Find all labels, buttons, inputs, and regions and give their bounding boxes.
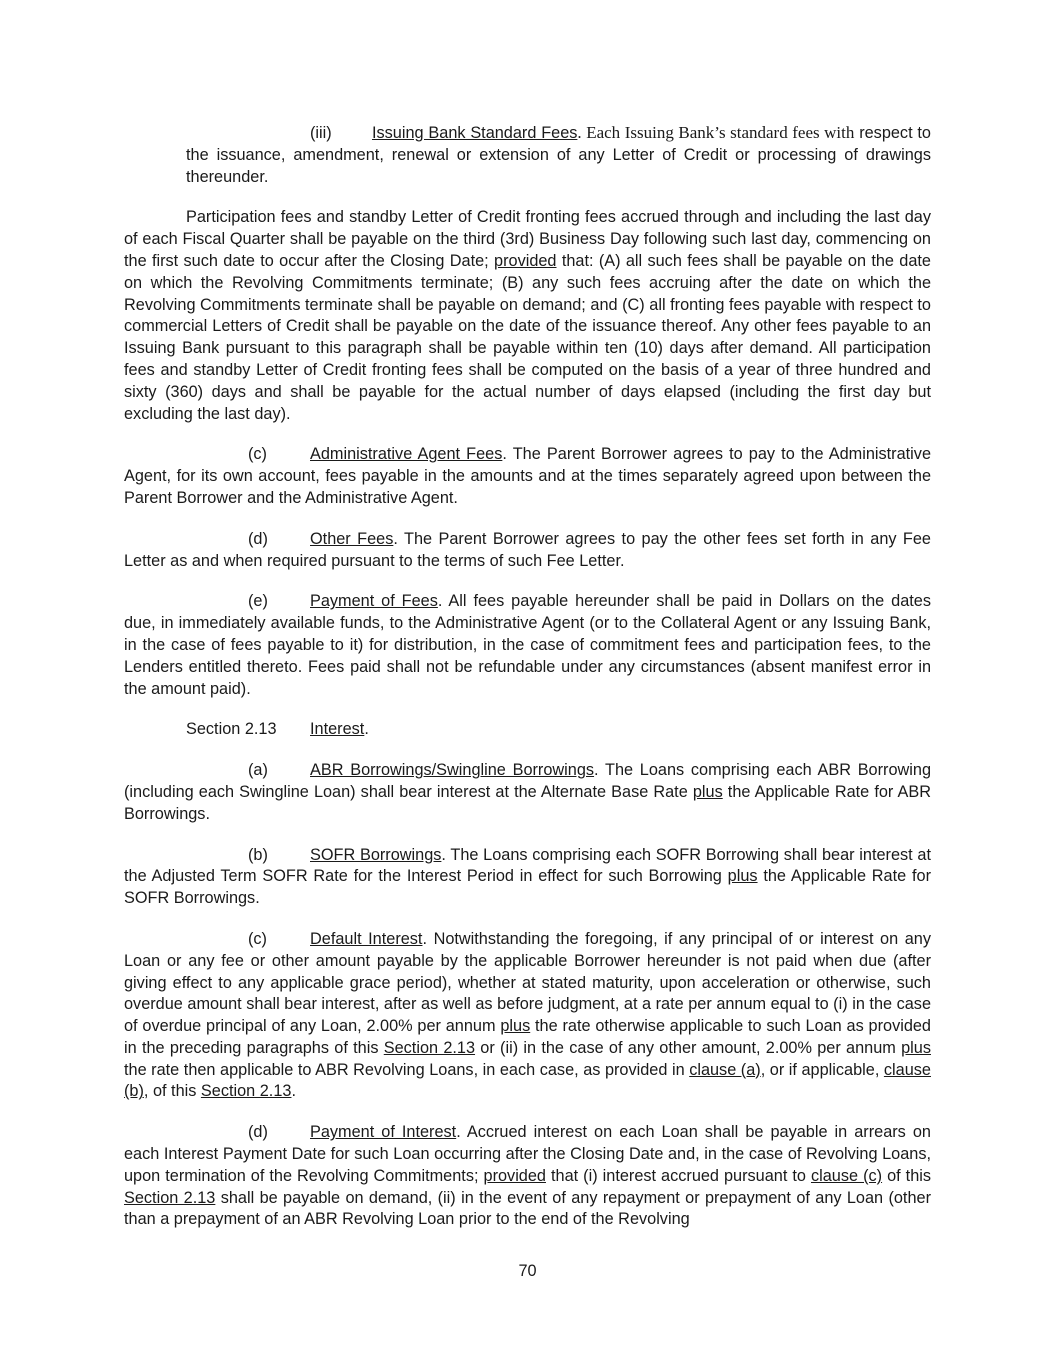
text-run: that (i) interest accrued pursuant to [545, 1166, 811, 1185]
clause-text: . All fees payable hereunder shall be paid in Dollars on the dates due, in immediately available funds, to the Administrative Agent (or to the Collateral Agent or any Issuing Bank, in the case of fees payable to it) for distribution, in the case of commitment fees and participation fees, to the Lenders entitled thereto. Fees paid shall not be refundable under any circumstances (absent manifest error in the amount paid). [124, 592, 931, 698]
section-title: Interest [310, 720, 365, 739]
text-run: . Accrued interest on each Loan shall be payable in arrears on each Interest Payment Date for such Loan occurring after the Closing Date and, in the case of Revolving Loans, upon termination of the Revolving Commitments; [124, 1123, 931, 1185]
clause-title: Payment of Interest [310, 1123, 457, 1142]
defined-term: plus [500, 1017, 531, 1036]
paragraph-c-admin-agent-fees [124, 444, 931, 509]
clause-number: (c) [248, 445, 267, 464]
text-run: or (ii) in the case of any other amount, 2.00% per annum [475, 1038, 902, 1057]
paragraph-participation-fees [124, 207, 931, 425]
clause-title: Issuing Bank Standard Fees [372, 124, 578, 142]
clause-title: SOFR Borrowings [310, 845, 442, 864]
clause-number: (d) [248, 1123, 268, 1142]
section-reference: Section 2.13 [383, 1038, 476, 1057]
section-label: Section 2.13 [186, 720, 277, 739]
clause-lead: . Each Issuing Bank’s standard fees with [577, 123, 855, 142]
clause-title: Payment of Fees [310, 592, 438, 611]
defined-term: provided [494, 251, 557, 270]
clause-text: . The Parent Borrower agrees to pay the other fees set forth in any Fee Letter as and when required pursuant to the terms of such Fee Letter. [124, 529, 931, 570]
clause-number: (b) [248, 845, 268, 864]
clause-title: Administrative Agent Fees [310, 445, 503, 464]
clause-number: (c) [248, 929, 267, 948]
text-run: . [291, 1082, 296, 1101]
paragraph-iii [124, 122, 931, 188]
clause-title: Other Fees [310, 529, 394, 548]
text-run: , of this [143, 1082, 201, 1101]
clause-text: respect to the issuance, amendment, renewal or extension of any Letter of Credit or processing of drawings thereunder. [186, 124, 931, 186]
page-number: 70 [518, 1262, 537, 1280]
clause-title: ABR Borrowings/Swingline Borrowings [310, 761, 595, 780]
defined-term: provided [483, 1166, 546, 1185]
clause-reference: clause (b) [124, 1060, 931, 1101]
text-run: of this [882, 1166, 932, 1185]
text-run: , or if applicable, [760, 1060, 884, 1079]
text-run: the Applicable Rate for ABR Borrowings. [124, 782, 931, 823]
text-run: the rate otherwise applicable to such Loan as provided in the preceding paragraphs of this [124, 1017, 931, 1057]
clause-number: (iii) [310, 124, 332, 142]
defined-term: plus [901, 1038, 931, 1057]
document-page [124, 122, 931, 1250]
text-run: . Notwithstanding the foregoing, if any principal of or interest on any Loan or any fee or other amount payable by the applicable Borrower hereunder is not paid when due (after giving effect to any applicable grace period), whether at stated maturity, upon acceleration or otherwise, such overdue amount shall bear interest, after as well as before judgment, at a rate per annum equal to (i) in the case of overdue principal of any Loan, 2.00% per annum [124, 929, 931, 1036]
section-dot: . [364, 720, 369, 739]
clause-reference: clause (a) [689, 1060, 761, 1079]
paragraph-a-abr-borrowings [124, 760, 931, 825]
paragraph-d-payment-of-interest [124, 1122, 931, 1231]
text-run: the rate then applicable to ABR Revolving Loans, in each case, as provided in [124, 1060, 690, 1079]
paragraph-b-sofr-borrowings [124, 845, 931, 910]
text-run: shall be payable on demand, (ii) in the event of any repayment or prepayment of any Loan (other than a prepayment of an ABR Revolving Loan prior to the end of the Revolving [124, 1188, 931, 1229]
clause-text: . The Parent Borrower agrees to pay to the Administrative Agent, for its own account, fees payable in the amounts and at the times separately agreed upon between the Parent Borrower and the Administrative Agent. [124, 445, 931, 507]
text-run: that: (A) all such fees shall be payable on the date on which the Revolving Commitments terminate; (B) any such fees accruing after the date on which the Revolving Commitments terminate shall be payable on demand; and (C) all fronting fees payable with respect to commercial Letters of Credit shall be payable on the date of the issuance thereof. Any other fees payable to an Issuing Bank pursuant to this paragraph shall be payable within ten (10) days after demand. All participation fees and standby Letter of Credit fronting fees shall be computed on the basis of a year of three hundred and sixty (360) days and shall be payable for the actual number of days elapsed (including the first day but excluding the last day). [124, 251, 931, 423]
section-reference: Section 2.13 [124, 1188, 216, 1207]
clause-number: (e) [248, 592, 268, 611]
clause-reference: clause (c) [810, 1166, 883, 1185]
clause-title: Default Interest [310, 929, 423, 948]
text-run: . The Loans comprising each SOFR Borrowing shall bear interest at the Adjusted Term SOFR Rate for the Interest Period in effect for such Borrowing [124, 845, 931, 886]
section-heading [124, 719, 931, 741]
defined-term: plus [692, 782, 723, 801]
text-run: . The Loans comprising each ABR Borrowing (including each Swingline Loan) shall bear interest at the Alternate Base Rate [124, 761, 931, 801]
section-reference: Section 2.13 [200, 1082, 292, 1101]
defined-term: plus [727, 867, 758, 886]
paragraph-e-payment-of-fees [124, 591, 931, 700]
paragraph-c-default-interest [124, 929, 931, 1103]
clause-number: (a) [248, 761, 268, 780]
text-run: Participation fees and standby Letter of Credit fronting fees accrued through and including the last day of each Fiscal Quarter shall be payable on the third (3rd) Business Day following such last day, commencing on the first such date to occur after the Closing Date; [124, 208, 931, 270]
clause-number: (d) [248, 529, 268, 548]
paragraph-d-other-fees [124, 529, 931, 573]
text-run: the Applicable Rate for SOFR Borrowings. [124, 867, 931, 908]
